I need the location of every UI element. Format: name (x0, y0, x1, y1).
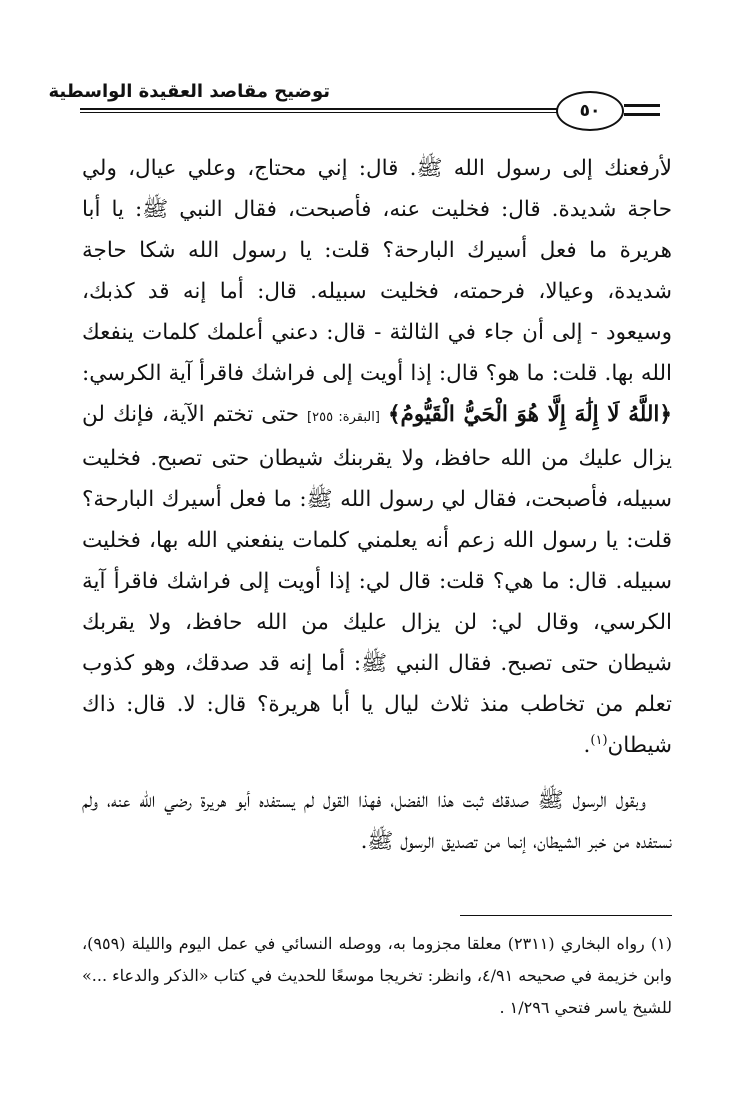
main-text (82, 148, 672, 862)
header-rule (80, 108, 558, 110)
badge-ornament-line (624, 113, 660, 116)
hadith-text-part2: حتى تختم الآية، فإنك لن يزال عليك من الله حافظ، ولا يقربنك شيطان حتى تصبح. فخليت سبيله، فأصبحت، فقال لي رسول الله ﷺ: ما فعل أسيرك البارحة؟ قلت: يا رسول الله زعم أنه يعلمني كلمات ينفعني الله بها، فخليت سبيله. قال: ما هي؟ قلت: قال لي: إذا أويت إلى فراشك فاقرأ آية الكرسي، وقال لي: لن يزال عليك من الله حافظ، ولا يقربك شيطان حتى تصبح. فقال النبي ﷺ: أما إنه قد صدقك، وهو كذوب تعلم من تخاطب منذ ثلاث ليال يا أبا هريرة؟ قال: لا. قال: ذاك شيطان (82, 402, 672, 758)
page-number: ٥٠ (579, 101, 601, 121)
sentence-end: . (583, 733, 591, 758)
footnote-separator (460, 915, 672, 916)
quran-reference: [البقرة: ٢٥٥] (307, 410, 380, 425)
paragraph (82, 780, 672, 862)
badge-ornament-line (624, 104, 660, 107)
header-rule-thin (80, 112, 558, 113)
running-header-title: توضيح مقاصد العقيدة الواسطية (48, 81, 330, 102)
hadith-text-part1: لأرفعنك إلى رسول الله ﷺ. قال: إني محتاج، وعلي عيال، ولي حاجة شديدة. قال: فخليت عنه، فأصبحت، فقال النبي ﷺ: يا أبا هريرة ما فعل أسيرك البارحة؟ قلت: يا رسول الله شكا حاجة شديدة، وعيالا، فرحمته، فخليت سبيله. قال: أما إنه قد كذبك، وسيعود - إلى أن جاء في الثالثة - قال: دعني أعلمك كلمات ينفعك الله بها. قلت: ما هو؟ قال: إذا أويت إلى فراشك فاقرأ آية الكرسي: (82, 156, 672, 386)
commentary-text: وبقول الرسول ﷺ صدقك ثبت هذا الفضل، فهذا القول لم يستفده أبو هريرة رضي الله عنه، ولم نستفده من خبر الشيطان، إنما من تصديق الرسول ﷺ. (82, 788, 672, 854)
page-number-badge (556, 91, 624, 131)
footnote: (١) رواه البخاري (٢٣١١) معلقا مجزوما به، ووصله النسائي في عمل اليوم والليلة (٩٥٩)، وابن خزيمة في صحيحه ٤/٩١، وانظر: تخريجا موسعًا للحديث في كتاب «الذكر والدعاء ...» للشيخ ياسر فتحي ١/٢٩٦ . (82, 934, 673, 1017)
paragraph (82, 148, 672, 766)
footnote-marker[interactable]: (١) (590, 732, 608, 748)
quran-verse: ﴿اللَّهُ لَا إِلَٰهَ إِلَّا هُوَ الْحَيُّ الْقَيُّومُ﴾ (387, 402, 672, 427)
